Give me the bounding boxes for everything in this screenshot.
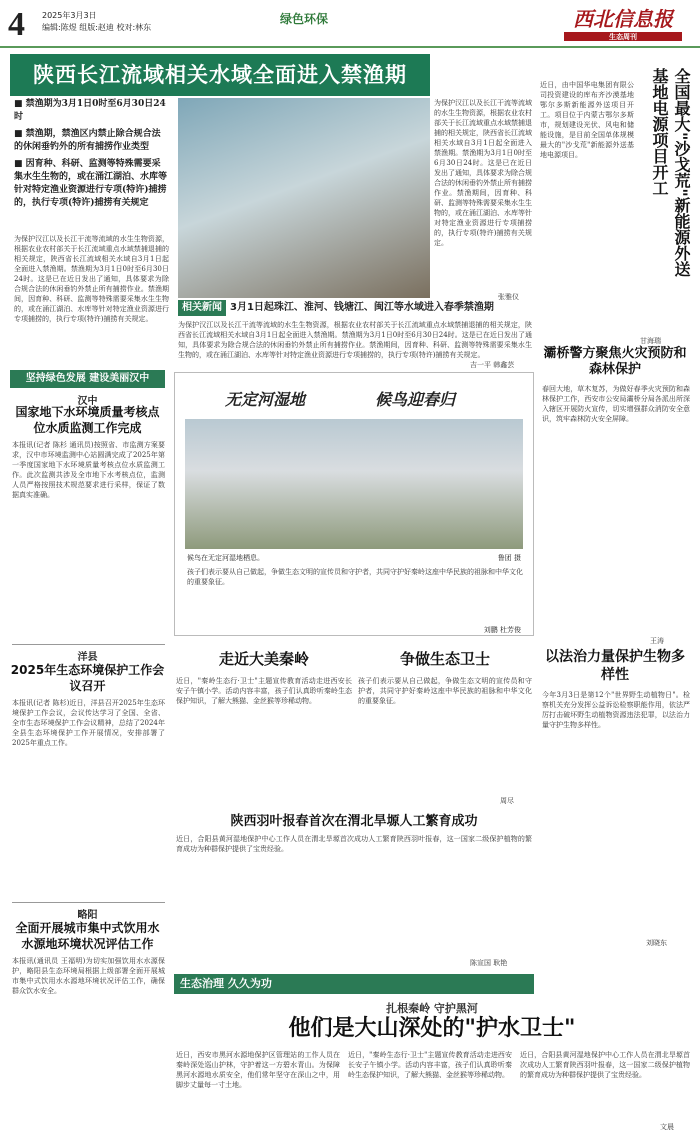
related-tag: 相关新闻: [178, 300, 226, 316]
lead-photo: [178, 98, 430, 298]
notice-item: ■ 禁渔期，禁渔区内禁止除合规合法的休闲垂钓外的所有捕捞作业类型: [14, 129, 161, 152]
notice-item: ■ 因育种、科研、监测等特殊需要采集水生生物的，或在涌江湖泊、水库等针对特定渔业资源进行专项(特许)捕捞的，执行专项(特许)捕捞有关规定: [14, 159, 168, 208]
a2-place: 洋县: [77, 652, 98, 663]
bottom-kicker: 扎根秦岭 守护黑河: [386, 1002, 478, 1015]
a1-title: 国家地下水环境质量考核点位水质监测工作完成: [15, 405, 160, 435]
a1-place: 汉中: [77, 396, 98, 407]
bottom-title: 他们是大山深处的"护水卫士": [288, 1016, 576, 1041]
lead-headline: 陕西长江流域相关水域全面进入禁渔期: [10, 54, 430, 96]
r3-author: 刘晓东: [646, 939, 667, 947]
lead-body-cont: 为保护汉江以及长江干流等流域的水生生物资源，根据农业农村部关于长江流域重点水域禁捕退捕的相关规定，陕西省长江流域相关水域自3月1日起全面进入禁渔期。禁渔期为3月1日0时至6月30日24时。这是已在近日发出了通知，具体要求为除合规合法的休闲垂钓外禁止所有捕捞作业。禁渔期间，因育种、科研、监测等特殊需要采集水生生物的，或在涌江湖泊、水库等针对特定渔业资源进行专项捕捞的，执行专项(特许)捕捞有关规定。: [434, 99, 532, 247]
feature-title-1: 无定河湿地: [225, 390, 306, 409]
bottom-body-1: 近日，西安市黑河水源地保护区管理站的工作人员在秦岭深处巡山护林，守护着这一方碧水青山。为保障黑河水源地水质安全，他们常年坚守在深山之中，用脚步丈量每一寸土地。: [176, 1051, 340, 1089]
mid-a2-title: 争做生态卫士: [399, 650, 490, 668]
page-number: 4: [8, 6, 25, 43]
r3-title: 以法治力量保护生物多样性: [545, 649, 685, 683]
r1-body: 近日，由中国华电集团有限公司投资建设的库布齐沙漠基地鄂尔多斯新能源外送项目开工。项目位于内蒙古鄂尔多斯市，规划建设光伏、风电和储能设施，是目前全国单体规模最大的"沙戈荒"新能源外送基地电源项目。: [540, 81, 634, 159]
wetland-photo: [185, 419, 523, 549]
header-rule: [0, 46, 700, 48]
a3-place: 略阳: [77, 910, 98, 921]
feature-author: 刘鹏 杜芳俊: [483, 626, 521, 634]
mid-a1-body: 近日，"秦岭生态行·卫士"主题宣传教育活动走进西安长安子午镇小学。活动内容丰富，孩子们认真聆听秦岭生态保护知识，了解大熊猫、金丝猴等珍稀动物。: [176, 677, 352, 705]
logo-subtitle: 生态周刊: [564, 32, 682, 41]
r1-author: 甘海瑞: [640, 337, 661, 345]
photo-caption: 候鸟在无定河湿地栖息。: [187, 554, 264, 562]
r2-title: 灞桥警方聚焦火灾预防和森林保护: [543, 346, 687, 377]
feature-body: 孩子们表示要从自己做起，争做生态文明的宣传员和守护者，共同守护好秦岭这座中华民族的祖脉和中华文化的重要象征。: [187, 568, 523, 586]
page-header: [0, 0, 700, 58]
mid-a3-title: 陕西羽叶报春首次在渭北旱塬人工繁育成功: [230, 814, 478, 829]
r2-body: 春回大地，草木复苏，为做好春季火灾预防和森林保护工作，西安市公安局灞桥分局各派出所深入辖区开展防火宣传，切实增强群众消防安全意识，筑牢森林防火安全屏障。: [542, 385, 690, 423]
a3-title: 全面开展城市集中式饮用水水源地环境状况评估工作: [15, 921, 160, 951]
masthead-logo: [564, 6, 682, 46]
photo-credit: 鲁团 摄: [497, 554, 521, 562]
issue-date: 2025年3月3日: [42, 11, 97, 20]
a1-body: 本报讯(记者 陈杉 通讯员)按照省、市监测方案要求，汉中市环境监测中心站圆满完成了2025年第一季度国家地下水环境质量考核点位水质监测工作。此次监测共涉及全市地下水考核点位，监测人员严格按照技术规范要求进行采样，保证了数据真实准确。: [12, 441, 165, 499]
r3-body: 今年3月3日是第12个"世界野生动植物日"。检察机关充分发挥公益诉讼检察职能作用，依法严厉打击破坏野生动植物资源违法犯罪，以法治力量守护生物多样性。: [542, 691, 690, 729]
notice-item: ■ 禁渔期为3月1日0时至6月30日24时: [14, 99, 166, 122]
related-title: 3月1日起珠江、淮河、钱塘江、闽江等水域进入春季禁渔期: [230, 302, 494, 313]
lead-body: 为保护汉江以及长江干流等流域的水生生物资源，根据农业农村部关于长江流域重点水域禁捕退捕的相关规定，陕西省长江流域相关水域自3月1日起全面进入禁渔期。禁渔期为3月1日0时至6月30日24时。这是已在近日发出了通知，具体要求为除合规合法的休闲垂钓外禁止所有捕捞作业。禁渔期间，因育种、科研、监测等特殊需要采集水生生物的，或在涌江湖泊、水库等针对特定渔业资源进行专项捕捞的，执行专项(特许)捕捞有关规定。: [14, 235, 169, 323]
bottom-body-3: 近日，合阳县黄河湿地保护中心工作人员在渭北旱塬首次成功人工繁育陕西羽叶报春，这一国家二级保护植物的繁育成功为种群保护提供了宝贵经验。: [520, 1051, 690, 1079]
photo-feature: [174, 372, 534, 636]
related-author: 吉一平 韩鑫芸: [470, 361, 515, 369]
divider: [12, 644, 165, 645]
feature-title-2: 候鸟迎春归: [375, 390, 456, 409]
related-body: 为保护汉江以及长江干流等流域的水生生物资源，根据农业农村部关于长江流域重点水域禁捕退捕的相关规定，陕西省长江流域相关水域自3月1日起全面进入禁渔期。禁渔期为3月1日0时至6月30日24时。这是已在近日发出了通知，具体要求为除合规合法的休闲垂钓外禁止所有捕捞作业。禁渔期间，因育种、科研、监测等特殊需要采集水生生物的，或在涌江湖泊、水库等针对特定渔业资源进行专项捕捞的，执行专项(特许)捕捞有关规定。: [178, 321, 532, 359]
lead-notices: [14, 98, 169, 210]
r1-title: 全国最大"沙戈荒"新能源外送基地电源项目开工: [650, 68, 691, 277]
editors-line: 编辑:陈煜 组版:赵迪 校对:林东: [42, 23, 152, 32]
r2-author: 王涛: [650, 637, 664, 645]
divider: [12, 902, 165, 903]
header-info: [42, 10, 151, 34]
a2-title: 2025年生态环境保护工作会议召开: [10, 663, 165, 693]
column-banner: 坚持绿色发展 建设美丽汉中: [10, 370, 165, 388]
mid-a2-author: 周尽: [500, 797, 514, 805]
a2-body: 本报讯(记者 陈杉)近日，洋县召开2025年生态环境保护工作会议，会议传达学习了全国、全省、全市生态环境保护工作会议精神，总结了2024年全县生态环境保护工作开展情况，安排部署了2025年重点工作。: [12, 699, 165, 747]
bottom-body-2: 近日，"秦岭生态行·卫士"主题宣传教育活动走进西安长安子午镇小学。活动内容丰富，孩子们认真聆听秦岭生态保护知识，了解大熊猫、金丝猴等珍稀动物。: [348, 1051, 512, 1079]
mid-a1-title: 走近大美秦岭: [218, 650, 309, 668]
a3-body: 本报讯(通讯员 王福明)为切实加强饮用水水源保护，略阳县生态环境局根据上级部署全面开展城市集中式饮用水水源地环境状况评估工作，确保群众饮水安全。: [12, 957, 165, 995]
section-name: 绿色环保: [280, 12, 329, 26]
mid-a3-author: 陈宣国 耿艳: [470, 959, 508, 967]
bottom-author: 文晨: [660, 1123, 674, 1131]
logo-text: 西北信息报: [573, 7, 673, 31]
mid-a2-body: 孩子们表示要从自己做起，争做生态文明的宣传员和守护者，共同守护好秦岭这座中华民族的祖脉和中华文化的重要象征。: [358, 677, 532, 705]
mid-a3-body: 近日，合阳县黄河湿地保护中心工作人员在渭北旱塬首次成功人工繁育陕西羽叶报春，这一国家二级保护植物的繁育成功为种群保护提供了宝贵经验。: [176, 835, 532, 853]
bottom-band: 生态治理 久久为功: [174, 974, 534, 994]
lead-author: 张雅仪: [498, 293, 519, 301]
